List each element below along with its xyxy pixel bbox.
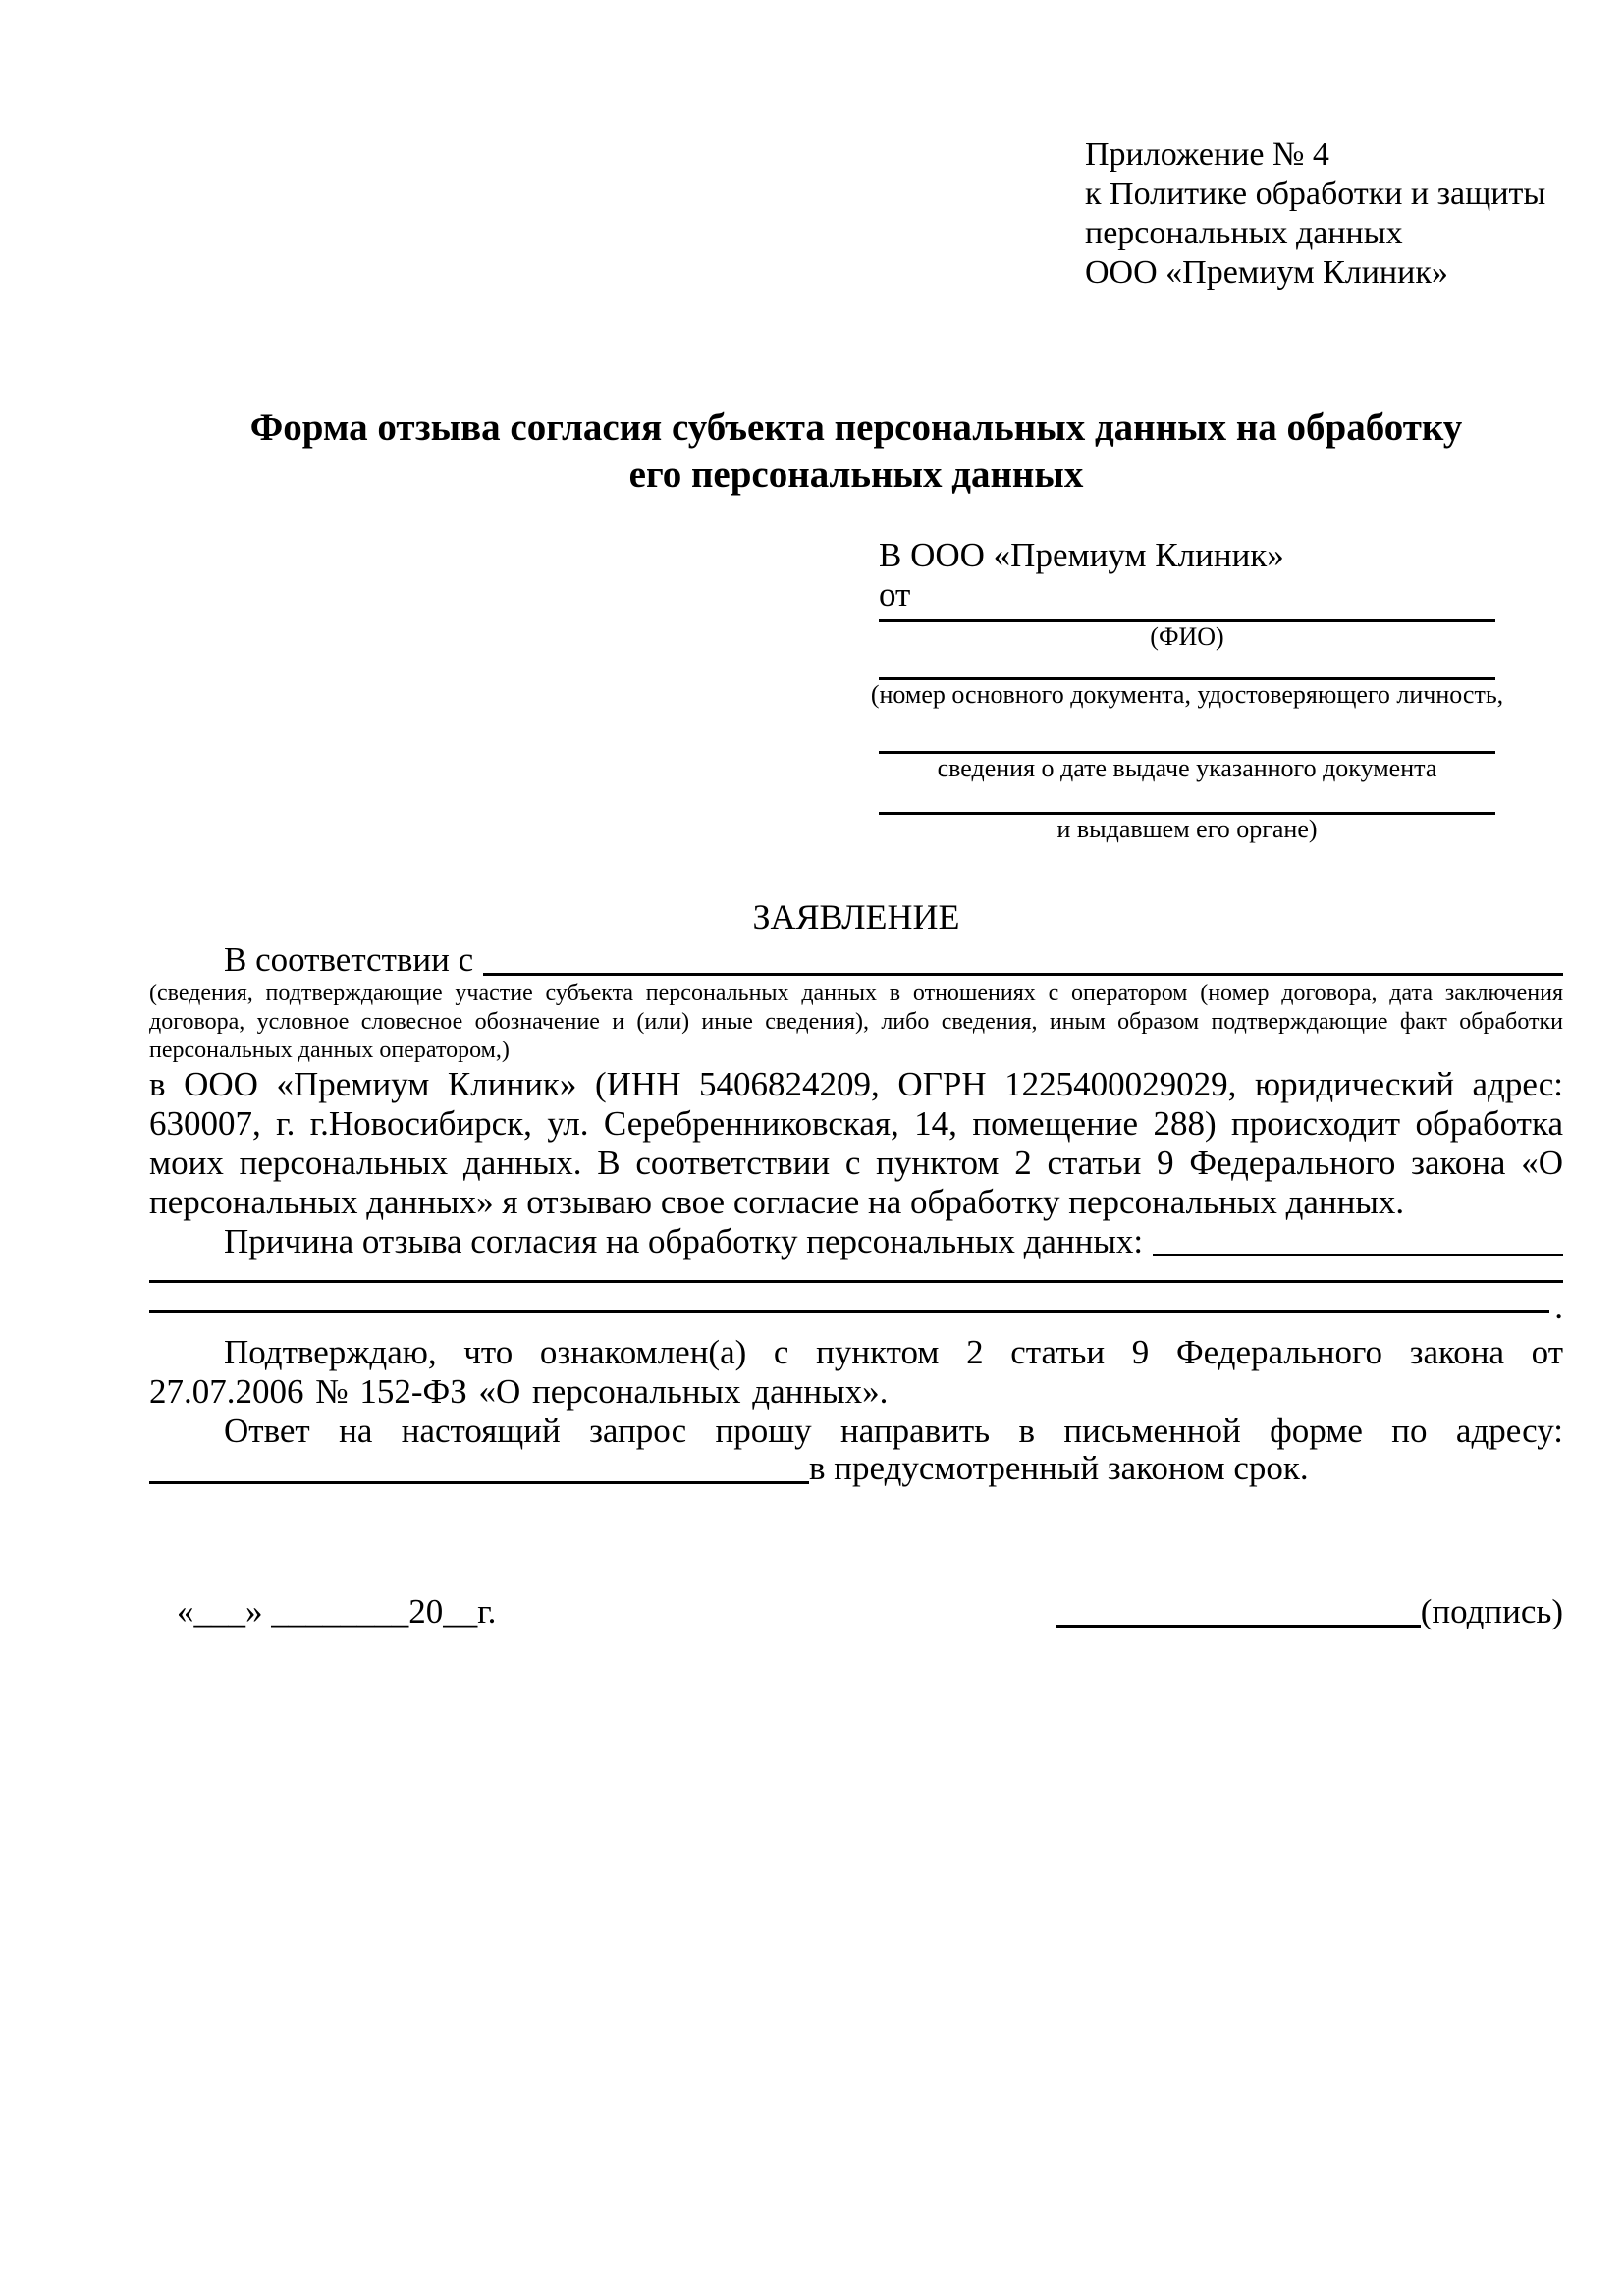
document-number-caption: (номер основного документа, удостоверяющего личность,	[870, 680, 1504, 709]
document-issuer-caption: и выдавшем его органе)	[1056, 815, 1318, 843]
document-number-blank-line	[879, 652, 1495, 680]
reason-continuation-line-2	[149, 1283, 1563, 1326]
signature-blank-line	[1056, 1625, 1421, 1628]
appendix-note-line-4: ООО «Премиум Клиник»	[1085, 254, 1448, 291]
signature-footer	[149, 1592, 1563, 1631]
addressee-from-label: от	[879, 575, 911, 614]
reply-address-row	[149, 1451, 1563, 1486]
appendix-note-line-2: к Политике обработки и защиты	[1085, 176, 1546, 212]
document-title-line-1: Форма отзыва согласия субъекта персональных данных на обработку	[249, 406, 1463, 449]
document-date-blank-line	[879, 710, 1495, 754]
document-date-caption: сведения о дате выдаче указанного документа	[937, 754, 1437, 782]
signature-group	[1056, 1592, 1563, 1631]
statement-heading: ЗАЯВЛЕНИЕ	[752, 897, 960, 936]
addressee-organization: В ООО «Премиум Клиник»	[879, 536, 1284, 574]
reason-label: Причина отзыва согласия на обработку персональных данных:	[224, 1222, 1144, 1260]
reply-suffix: в предусмотренный законом срок.	[809, 1449, 1309, 1487]
statement-intro-prefix: В соответствии с	[224, 940, 474, 979]
appendix-note	[1085, 0, 1563, 293]
reply-request-paragraph: Ответ на настоящий запрос прошу направить в письменной форме по адресу:	[224, 1412, 1563, 1450]
statement-body-paragraph: в ООО «Премиум Клиник» (ИНН 5406824209, ОГРН 1225400029029, юридический адрес: 630007, г. г.Новосибирск, ул. Серебренниковская, 14, помещение 288) происходит обработка моих персональных данных. В соответствии с пунктом 2 статьи 9 Федерального закона «О персональных данных» я отзываю свое согласие на обработку персональных данных.	[149, 1065, 1563, 1221]
document-title-line-2: его персональных данных	[628, 454, 1084, 496]
signature-caption: (подпись)	[1420, 1592, 1563, 1630]
reason-row	[149, 1222, 1563, 1261]
statement-intro-row	[149, 940, 1563, 980]
document-issuer-blank-line	[879, 783, 1495, 815]
document-title	[149, 404, 1563, 499]
blank-line	[149, 1280, 1549, 1313]
statement-intro-blank-line	[483, 940, 1563, 976]
addressee-block	[870, 536, 1504, 844]
reason-blank-line	[1153, 1222, 1563, 1256]
appendix-note-line-1: Приложение № 4	[1085, 136, 1329, 173]
date-line: «___» ________20__г.	[177, 1592, 497, 1630]
appendix-note-line-3: персональных данных	[1085, 215, 1403, 251]
fio-caption: (ФИО)	[1150, 622, 1224, 651]
reply-address-blank-line	[149, 1451, 809, 1484]
confirmation-paragraph: Подтверждаю, что ознакомлен(а) с пунктом 2 статьи 9 Федерального закона от 27.07.2006 № 152-ФЗ «О персональных данных».	[149, 1333, 1563, 1411]
statement-footnote: (сведения, подтверждающие участие субъекта персональных данных в отношениях с оператором (номер договора, дата заключения договора, условное словесное обозначение и (или) иные сведения), либо сведения, иным образом подтверждающие факт обработки персональных данных оператором,)	[149, 981, 1563, 1063]
blank-line-terminator: .	[1554, 1288, 1563, 1326]
fio-blank-line	[879, 614, 1495, 622]
